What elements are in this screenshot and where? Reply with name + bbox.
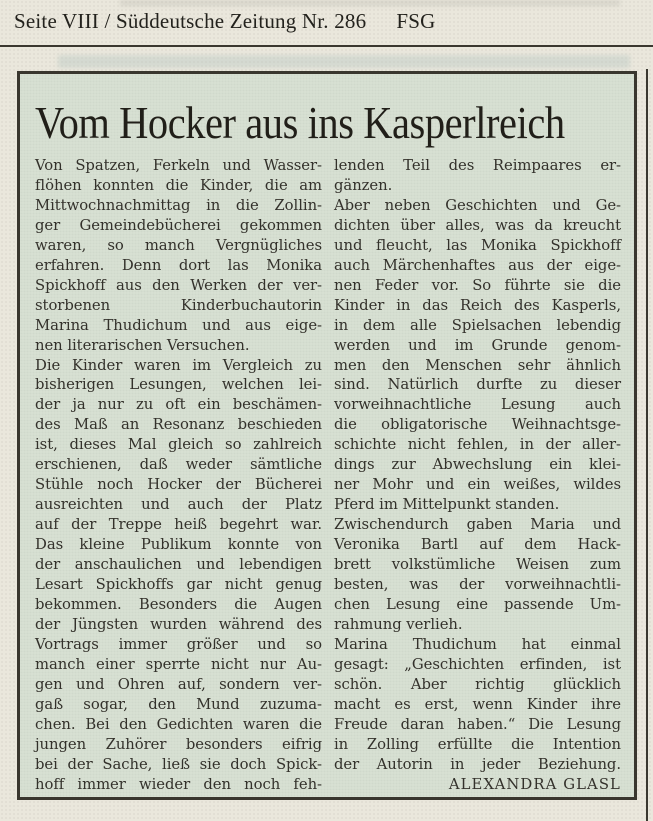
article-text-line: der Jüngsten wurden während des bbox=[35, 615, 322, 633]
article-text-line: Lesart Spickhoffs gar nicht genug bbox=[35, 576, 322, 594]
print-bleed-artifact-band bbox=[58, 55, 630, 68]
article-text-line: vorweihnachtliche Lesung auch bbox=[334, 396, 621, 414]
article-text-line: besten, was der vorweihnachtli- bbox=[334, 576, 621, 594]
article-text-line: erschienen, daß weder sämtliche bbox=[35, 456, 322, 474]
article-text-line: gen und Ohren auf, sondern ver- bbox=[35, 675, 322, 693]
article-text-line: der anschaulichen und lebendigen bbox=[35, 556, 322, 574]
article-text-line: ist, dieses Mal gleich so zahlreich bbox=[35, 436, 322, 454]
article-text-line: Pferd im Mittelpunkt standen. bbox=[334, 496, 560, 514]
article-text-line: in dem alle Spielsachen lebendig bbox=[334, 316, 621, 334]
article-text-line: Die Kinder waren im Vergleich zu bbox=[35, 356, 322, 374]
article-text-line: schön. Aber richtig glücklich bbox=[334, 675, 621, 693]
article-text-line: erfahren. Denn dort las Monika bbox=[35, 256, 322, 274]
article-text-line: lenden Teil des Reimpaares er- bbox=[334, 157, 621, 174]
article-text-line: schichte nicht fehlen, in der aller- bbox=[334, 436, 621, 454]
article-text-line: werden und im Grunde genom- bbox=[334, 336, 621, 354]
article-text-line: men den Menschen sehr ähnlich bbox=[334, 356, 621, 374]
article-text-line: Stühle noch Hocker der Bücherei bbox=[35, 476, 322, 494]
article-text-line: sind. Natürlich durfte zu dieser bbox=[334, 376, 621, 394]
article-text-line: bei der Sache, ließ sie doch Spick- bbox=[35, 755, 322, 773]
article-column-left bbox=[35, 156, 322, 795]
article-text-line: manch einer sperrte nicht nur Au- bbox=[35, 655, 322, 673]
masthead bbox=[14, 9, 643, 34]
article-text-line: macht es erst, wenn Kinder ihre bbox=[334, 695, 621, 713]
article-text-line: in Zolling erfüllte die Intention bbox=[334, 735, 621, 753]
article-text-line: gesagt: „Geschichten erfinden, ist bbox=[334, 655, 621, 673]
article-column-right bbox=[334, 156, 621, 795]
article-text-line: Marina Thudichum und aus eige- bbox=[35, 316, 322, 334]
article-text-line: nen Feder vor. So führte sie die bbox=[334, 276, 621, 294]
article-text-line: der ja nur zu oft ein beschämen- bbox=[35, 396, 322, 414]
article-text-line: dings zur Abwechslung ein klei- bbox=[334, 456, 621, 474]
article-text-line: Marina Thudichum hat einmal bbox=[334, 635, 621, 653]
article-text-line: rahmung verlieh. bbox=[334, 615, 463, 633]
article-text-line: gänzen. bbox=[334, 176, 393, 194]
article-text-line: brett volkstümliche Weisen zum bbox=[334, 556, 621, 574]
article-text-line: Freude daran haben.“ Die Lesung bbox=[334, 715, 621, 733]
article-text-line: dichten über alles, was da kreucht bbox=[334, 216, 621, 234]
article-text-line: Veronika Bartl auf dem Hack- bbox=[334, 536, 621, 554]
article-text-line: jungen Zuhörer besonders eifrig bbox=[35, 735, 322, 753]
article-text-line: Vortrags immer größer und so bbox=[35, 635, 322, 653]
article-text-line: chen. Bei den Gedichten waren die bbox=[35, 715, 322, 733]
masthead-section-code: FSG bbox=[396, 9, 436, 33]
article-text-line: storbenen Kinderbuchautorin bbox=[35, 296, 322, 314]
article-text-line: bisherigen Lesungen, welchen lei- bbox=[35, 376, 322, 394]
article-text-line: des Maß an Resonanz beschieden bbox=[35, 416, 322, 434]
article-text-line: hoff immer wieder den noch feh- bbox=[35, 775, 322, 793]
article-byline: ALEXANDRA GLASL bbox=[448, 775, 621, 793]
article-text-line: ner Mohr und ein weißes, wildes bbox=[334, 476, 621, 494]
article-columns bbox=[35, 156, 621, 795]
article-text-line: der Autorin in jeder Beziehung. bbox=[334, 755, 621, 773]
article-text-line: die obligatorische Weihnachtsge- bbox=[334, 416, 621, 434]
article-text-line: Spickhoff aus den Werken der ver- bbox=[35, 276, 322, 294]
article-text-line: waren, so manch Vergnügliches bbox=[35, 236, 322, 254]
article-text-line: bekommen. Besonders die Augen bbox=[35, 595, 322, 613]
adjacent-column-edge-line bbox=[646, 69, 648, 821]
print-bleed-artifact-top bbox=[120, 0, 620, 6]
article-text-line: nen literarischen Versuchen. bbox=[35, 336, 250, 354]
article-text-line: flöhen konnten die Kinder, die am bbox=[35, 176, 322, 194]
article-text-line: und fleucht, las Monika Spickhoff bbox=[334, 236, 621, 254]
article-text-line: auch Märchenhaftes aus der eige- bbox=[334, 256, 621, 274]
article-box bbox=[17, 71, 637, 800]
article-text-line: Von Spatzen, Ferkeln und Wasser- bbox=[35, 157, 322, 174]
article-text-line: chen Lesung eine passende Um- bbox=[334, 595, 621, 613]
article-text-line: ausreichten und auch der Platz bbox=[35, 496, 322, 514]
masthead-rule bbox=[0, 45, 653, 47]
article-text-line: Kinder in das Reich des Kasperls, bbox=[334, 296, 621, 314]
article-headline: Vom Hocker aus ins Kasperlreich bbox=[35, 97, 565, 148]
article-text-line: gaß sogar, den Mund zuzuma- bbox=[35, 695, 322, 713]
article-text-line: ger Gemeindebücherei gekommen bbox=[35, 216, 322, 234]
article-text-line: Das kleine Publikum konnte von bbox=[35, 536, 322, 554]
article-text-line: Zwischendurch gaben Maria und bbox=[334, 516, 621, 534]
article-text-line: Aber neben Geschichten und Ge- bbox=[334, 196, 621, 214]
article-text-line: Mittwochnachmittag in die Zollin- bbox=[35, 196, 322, 214]
article-text-line: auf der Treppe heiß begehrt war. bbox=[35, 516, 322, 534]
masthead-page-title: Seite VIII / Süddeutsche Zeitung Nr. 286 bbox=[14, 9, 367, 33]
